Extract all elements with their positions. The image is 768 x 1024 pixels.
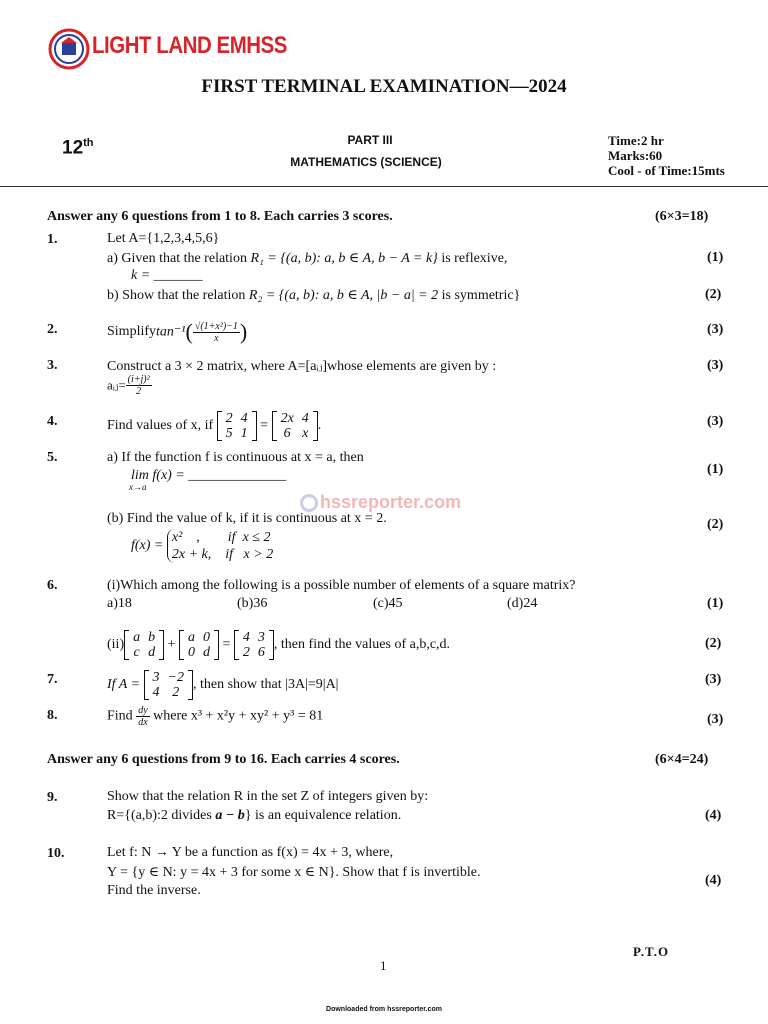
q2-mark: (3): [707, 322, 724, 337]
q6-option-d: (d)24: [507, 596, 538, 611]
q8-post: where x³ + x²y + xy² + y³ = 81: [153, 708, 324, 724]
q5-b-mark: (2): [707, 517, 724, 532]
q10-line2: Y = {y ∈ N: y = 4x + 3 for some x ∈ N}. Show that f is invertible.: [107, 865, 481, 880]
section-a-total: (6×3=18): [655, 209, 709, 224]
q1-part-a: [107, 250, 507, 267]
q3-numerator: (i+j)²: [127, 374, 150, 385]
download-note: Downloaded from hssreporter.com: [326, 1006, 442, 1013]
cool-off-info: Cool - of Time:15mts: [608, 163, 725, 178]
q9-line2: [107, 808, 401, 824]
school-name: LIGHT LAND EMHSS: [92, 32, 287, 59]
q3-mark: (3): [707, 358, 724, 373]
q6-ii-text: (ii) a b c d + a 0 0 d = 4 3 2 6 , then find the values of a,b,c,d.: [107, 630, 451, 660]
q9-number: 9.: [47, 790, 58, 805]
q4-text: Find values of x, if 2 4 5 1 = 2x 4 6 x .: [107, 411, 322, 441]
q1-number: 1.: [47, 232, 58, 247]
q4-matrix-right: 2x 4 6 x: [272, 411, 318, 441]
q8-text: [107, 705, 323, 728]
q1-a-post: is reflexive,: [437, 251, 508, 266]
q1-b-math: R₂ = {(a, b): a, b ∈ A, |b − a| = 2: [248, 288, 439, 303]
q8-dy: dy: [138, 705, 148, 716]
q1-b-post: is symmetric}: [438, 288, 521, 303]
q8-find: Find: [107, 708, 133, 724]
section-b-instruction: Answer any 6 questions from 9 to 16. Each carries 4 scores.: [47, 752, 400, 767]
q5-number: 5.: [47, 450, 58, 465]
q1-a-text: a) Given that the relation: [107, 251, 251, 266]
q5-fx: f(x) =: [131, 538, 164, 553]
watermark-icon: [300, 494, 318, 512]
class-suffix: th: [83, 137, 94, 149]
q9-line2-math: a − b: [215, 808, 245, 823]
q1-k-line: k = _______: [131, 268, 203, 283]
q6-number: 6.: [47, 578, 58, 593]
q9-line1: Show that the relation R in the set Z of integers given by:: [107, 789, 429, 804]
q6-ii-mark: (2): [705, 636, 722, 651]
pto-label: P.T.O: [633, 944, 670, 959]
q3-number: 3.: [47, 358, 58, 373]
q6-i-mark: (1): [707, 596, 724, 611]
part-label: PART III: [347, 133, 393, 147]
q2-simplify: Simplify: [107, 324, 157, 339]
section-b-total: (6×4=24): [655, 752, 709, 767]
q10-mark: (4): [705, 873, 722, 888]
q4-find: Find values of x, if: [107, 418, 214, 433]
q8-dx: dx: [138, 717, 148, 728]
exam-title: FIRST TERMINAL EXAMINATION––2024: [201, 76, 567, 97]
watermark-text: hssreporter.com: [320, 492, 462, 512]
q6-matrix-a: a b c d: [124, 630, 164, 660]
q5-case-2: 2x + k, if x > 2: [171, 547, 274, 562]
q7-text: [107, 670, 338, 700]
q3-formula: [107, 374, 152, 397]
q4-mark: (3): [707, 414, 724, 429]
q6-i-text: (i)Which among the following is a possible number of elements of a square matrix?: [107, 578, 576, 593]
q7-post: , then show that |3A|=9|A|: [193, 677, 339, 692]
q1-line1: Let A={1,2,3,4,5,6}: [107, 231, 220, 246]
q6-ii-post: , then find the values of a,b,c,d.: [273, 637, 451, 652]
q2-numerator: √(1+x²)−1: [194, 320, 238, 332]
school-logo: [48, 28, 90, 70]
q8-mark: (3): [707, 712, 724, 727]
q7-number: 7.: [47, 672, 58, 687]
q5-a-limit-sub: x→a: [129, 482, 147, 492]
q1-b-text: b) Show that the relation: [107, 288, 249, 303]
q3-aij: aᵢⱼ=: [107, 377, 126, 393]
q9-mark: (4): [705, 808, 722, 823]
q10-number: 10.: [47, 846, 65, 861]
subject-label: MATHEMATICS (SCIENCE): [290, 155, 442, 169]
header-divider: [0, 186, 768, 187]
q5-a-text: a) If the function f is continuous at x = a, then: [107, 450, 364, 465]
q10-line3: Find the inverse.: [107, 883, 201, 898]
time-info: Time:2 hr: [608, 133, 664, 148]
q3-denominator: 2: [136, 386, 142, 397]
q2-tan-inv: tan⁻¹: [156, 324, 186, 340]
q10-line1: Let f: N → Y be a function as f(x) = 4x + 3, where,: [107, 845, 394, 860]
q7-matrix: 3 −2 4 2: [144, 670, 193, 700]
q9-line2-post: } is an equivalence relation.: [244, 808, 402, 823]
q3-text: Construct a 3 × 2 matrix, where A=[aᵢⱼ]whose elements are given by :: [107, 359, 497, 374]
q5-b-text: (b) Find the value of k, if it is continuous at x = 2.: [107, 511, 387, 526]
q5-cases: [167, 529, 273, 563]
q6-matrix-b: a 0 0 d: [179, 630, 219, 660]
q5-piecewise: [131, 529, 273, 563]
page-number: 1: [380, 958, 387, 973]
section-a-instruction: Answer any 6 questions from 1 to 8. Each carries 3 scores.: [47, 209, 393, 224]
q9-line2-pre: R={(a,b):2 divides: [107, 808, 216, 823]
q6-ii-label: (ii): [107, 637, 125, 652]
q4-number: 4.: [47, 414, 58, 429]
q8-number: 8.: [47, 708, 58, 723]
q2-text: Simplifytan⁻¹( $\frac{\text{√(1+x²)−1}}{x}$ ): [107, 319, 248, 344]
q7-mark: (3): [705, 672, 722, 687]
q7-pre: If A =: [107, 677, 141, 692]
class-number: 12: [62, 137, 84, 159]
q4-matrix-left: 2 4 5 1: [217, 411, 257, 441]
q6-option-b: (b)36: [237, 596, 268, 611]
q5-a-mark: (1): [707, 462, 724, 477]
q5-case-1: x² , if x ≤ 2: [171, 530, 271, 545]
q1-b-mark: (2): [705, 287, 722, 302]
q1-part-b: [107, 287, 520, 304]
q6-matrix-c: 4 3 2 6: [234, 630, 274, 660]
q2-denominator: x: [214, 332, 219, 344]
marks-info: Marks:60: [608, 148, 663, 163]
q1-a-math: R₁ = {(a, b): a, b ∈ A, b − A = k}: [250, 251, 438, 266]
q6-option-a: a)18: [107, 596, 132, 611]
watermark: [300, 492, 461, 513]
q2-number: 2.: [47, 322, 58, 337]
q5-a-limit: lim f(x) = ______________: [131, 468, 287, 483]
q6-option-c: (c)45: [373, 596, 403, 611]
q1-a-mark: (1): [707, 250, 724, 265]
